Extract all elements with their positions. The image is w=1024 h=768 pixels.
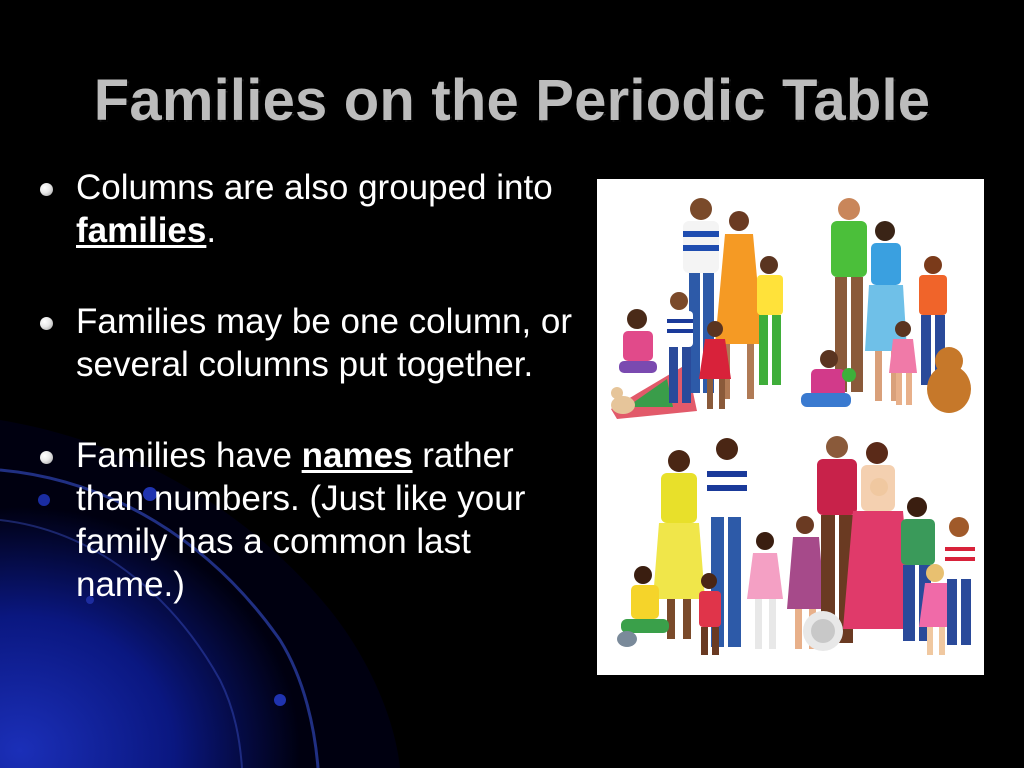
bullet-item <box>38 434 578 606</box>
bullet-text: Columns are also grouped into <box>76 168 553 207</box>
bullet-text: Families have <box>76 436 302 475</box>
bullet-item <box>38 166 578 252</box>
bullet-text: rather than numbers. (Just like your family has a common last name.) <box>76 436 526 604</box>
bullet-text: Families may be one column, or several columns put together. <box>76 302 573 384</box>
keyword-names: names <box>301 436 413 475</box>
bullet-icon <box>40 317 53 330</box>
families-illustration-drawing <box>597 179 984 675</box>
families-illustration <box>597 179 984 675</box>
bullet-item <box>38 300 578 386</box>
bullet-text: . <box>206 211 217 250</box>
bullet-icon <box>40 451 53 464</box>
bullet-list <box>38 166 578 654</box>
bullet-icon <box>40 183 53 196</box>
keyword-families: families <box>76 211 207 250</box>
slide-title: Families on the Periodic Table <box>93 67 931 133</box>
